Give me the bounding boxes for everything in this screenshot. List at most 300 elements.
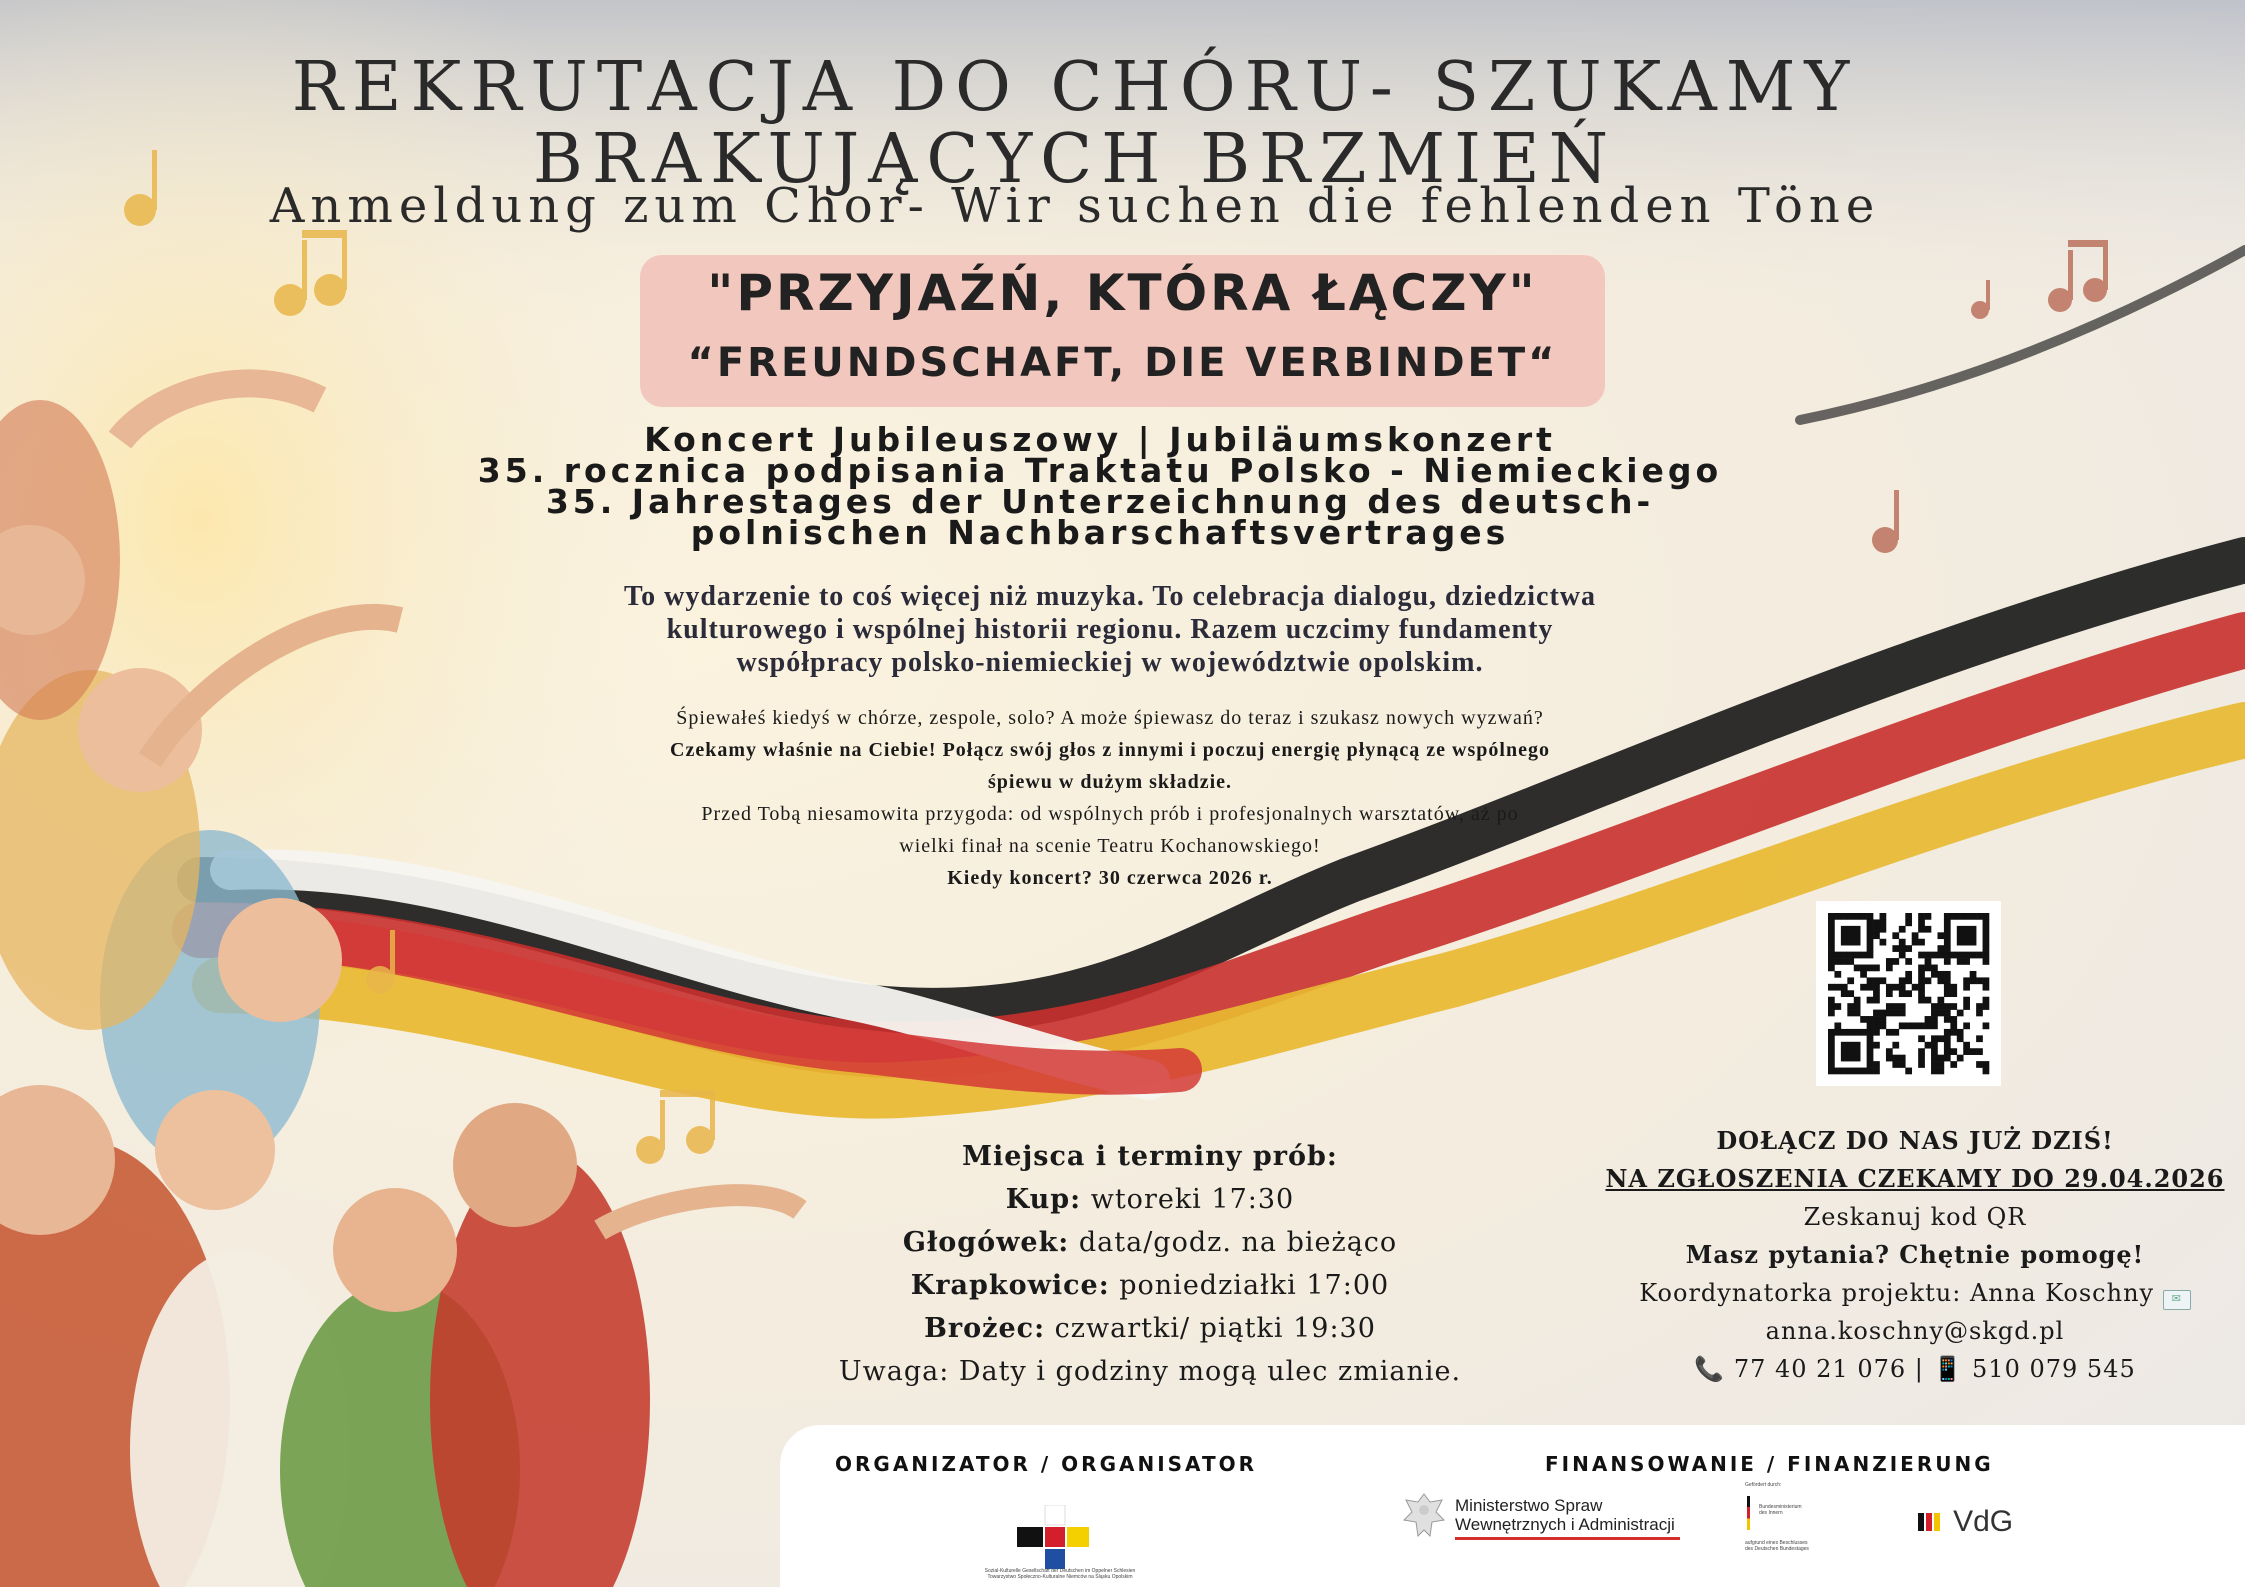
- qr-module: [1983, 1068, 1990, 1075]
- qr-module: [1931, 1055, 1938, 1062]
- qr-module: [1880, 1022, 1887, 1029]
- landline-number[interactable]: 77 40 21 076: [1733, 1355, 1907, 1383]
- qr-module: [1847, 1003, 1854, 1010]
- qr-module: [1983, 926, 1990, 933]
- qr-module: [1828, 913, 1835, 920]
- qr-module: [1841, 1048, 1848, 1055]
- qr-module: [1905, 1068, 1912, 1075]
- bmi-top-text: Gefördert durch:: [1745, 1482, 1782, 1488]
- qr-module: [1867, 952, 1874, 959]
- qr-module: [1963, 913, 1970, 920]
- qr-module: [1873, 919, 1880, 926]
- qr-module: [1983, 977, 1990, 984]
- qr-module: [1937, 977, 1944, 984]
- body-line-4: Przed Tobą niesamowita przygoda: od wspólnych prób i profesjonalnych warsztatów, aż po: [701, 803, 1519, 825]
- qr-module: [1873, 990, 1880, 997]
- qr-module: [1867, 977, 1874, 984]
- concert-date: Kiedy koncert? 30 czerwca 2026 r.: [947, 867, 1273, 889]
- qr-module: [1970, 939, 1977, 946]
- qr-module: [1970, 932, 1977, 939]
- qr-module: [1925, 913, 1932, 920]
- qr-module: [1847, 1055, 1854, 1062]
- qr-module: [1873, 984, 1880, 991]
- qr-module: [1847, 1042, 1854, 1049]
- qr-module: [1918, 997, 1925, 1004]
- qr-module: [1925, 926, 1932, 933]
- qr-module: [1828, 958, 1835, 965]
- qr-module: [1873, 1016, 1880, 1023]
- qr-module: [1931, 1061, 1938, 1068]
- qr-module: [1828, 984, 1835, 991]
- ministry-logo: [1400, 1490, 1680, 1550]
- rehearsal-heading: Miejsca i terminy prób:: [962, 1141, 1338, 1172]
- qr-module: [1854, 1042, 1861, 1049]
- qr-module: [1880, 977, 1887, 984]
- qr-module: [1944, 1055, 1951, 1062]
- bmi-bottom-line-2: des Deutschen Bundestages: [1745, 1546, 1809, 1552]
- qr-module: [1841, 1042, 1848, 1049]
- intro-line-3: współpracy polsko-niemieckiej w województwie opolskim.: [736, 647, 1484, 678]
- qr-module: [1828, 919, 1835, 926]
- funding-heading: FINANSOWANIE / FINANZIERUNG: [1545, 1452, 1994, 1476]
- qr-module: [1860, 1029, 1867, 1036]
- qr-module: [1847, 977, 1854, 984]
- qr-module: [1937, 1068, 1944, 1075]
- qr-module: [1944, 939, 1951, 946]
- qr-module: [1905, 977, 1912, 984]
- qr-module: [1905, 958, 1912, 965]
- qr-module: [1976, 1048, 1983, 1055]
- qr-module: [1976, 1035, 1983, 1042]
- qr-module: [1950, 1029, 1957, 1036]
- qr-module: [1983, 1061, 1990, 1068]
- qr-module: [1937, 1003, 1944, 1010]
- qr-module: [1905, 945, 1912, 952]
- qr-module: [1963, 952, 1970, 959]
- qr-module: [1925, 977, 1932, 984]
- mobile-number[interactable]: 510 079 545: [1972, 1355, 2136, 1383]
- qr-module: [1944, 945, 1951, 952]
- qr-module: [1892, 984, 1899, 991]
- qr-module: [1847, 939, 1854, 946]
- qr-module: [1957, 926, 1964, 933]
- qr-module: [1873, 1042, 1880, 1049]
- qr-module: [1918, 971, 1925, 978]
- qr-module: [1841, 952, 1848, 959]
- qr-module: [1912, 939, 1919, 946]
- qr-module: [1899, 926, 1906, 933]
- qr-module: [1873, 965, 1880, 972]
- motto-polish: "PRZYJAŹŃ, KTÓRA ŁĄCZY": [707, 264, 1538, 322]
- qr-module: [1944, 958, 1951, 965]
- qr-module: [1828, 1010, 1835, 1017]
- qr-module: [1886, 1048, 1893, 1055]
- qr-module: [1841, 984, 1848, 991]
- qr-module: [1867, 1068, 1874, 1075]
- qr-module: [1905, 919, 1912, 926]
- qr-module: [1828, 997, 1835, 1004]
- qr-module: [1970, 926, 1977, 933]
- qr-module: [1828, 952, 1835, 959]
- coordinator-line: [1590, 1274, 2240, 1312]
- qr-module: [1976, 1003, 1983, 1010]
- qr-module: [1944, 932, 1951, 939]
- qr-module: [1944, 913, 1951, 920]
- qr-module: [1886, 1029, 1893, 1036]
- qr-module: [1983, 945, 1990, 952]
- phone-icon: 📞: [1694, 1355, 1726, 1383]
- qr-module: [1834, 1068, 1841, 1075]
- qr-module: [1950, 1016, 1957, 1023]
- qr-module: [1931, 1048, 1938, 1055]
- qr-module: [1937, 932, 1944, 939]
- qr-module: [1944, 1016, 1951, 1023]
- qr-module: [1937, 1055, 1944, 1062]
- qr-module: [1963, 1048, 1970, 1055]
- qr-module: [1957, 1055, 1964, 1062]
- qr-module: [1854, 1048, 1861, 1055]
- qr-module: [1937, 971, 1944, 978]
- qr-module: [1983, 958, 1990, 965]
- qr-module: [1847, 958, 1854, 965]
- motto-german: “FREUNDSCHAFT, DIE VERBINDET“: [687, 340, 1558, 386]
- qr-module: [1828, 926, 1835, 933]
- qr-module: [1925, 1042, 1932, 1049]
- qr-module: [1976, 913, 1983, 920]
- qr-module: [1937, 952, 1944, 959]
- bmi-name: [1759, 1504, 1802, 1516]
- qr-module: [1886, 965, 1893, 972]
- qr-module: [1905, 990, 1912, 997]
- bmi-name-line-1: Bundesministerium: [1759, 1504, 1802, 1510]
- qr-module: [1937, 997, 1944, 1004]
- qr-module: [1847, 1048, 1854, 1055]
- body-line-2: Czekamy właśnie na Ciebie! Połącz swój głos z innymi i poczuj energię płynącą ze wspólnego: [670, 739, 1550, 761]
- qr-module: [1970, 977, 1977, 984]
- qr-code[interactable]: [1816, 901, 2001, 1086]
- rehearsal-item: [800, 1307, 1500, 1350]
- qr-module: [1847, 952, 1854, 959]
- qr-module: [1867, 1022, 1874, 1029]
- qr-module: [1847, 1029, 1854, 1036]
- qr-module: [1841, 932, 1848, 939]
- qr-module: [1925, 965, 1932, 972]
- intro-line-1: To wydarzenie to coś więcej niż muzyka. To celebracja dialogu, dziedzictwa: [624, 581, 1596, 612]
- qr-module: [1899, 990, 1906, 997]
- qr-module: [1828, 939, 1835, 946]
- qr-module: [1950, 952, 1957, 959]
- qr-module: [1950, 1022, 1957, 1029]
- qr-module: [1841, 1029, 1848, 1036]
- qr-module: [1899, 1061, 1906, 1068]
- qr-module: [1957, 1010, 1964, 1017]
- qr-module: [1886, 1010, 1893, 1017]
- qr-module: [1950, 1048, 1957, 1055]
- qr-module: [1847, 990, 1854, 997]
- qr-module: [1880, 926, 1887, 933]
- qr-module: [1918, 1061, 1925, 1068]
- qr-module: [1944, 1003, 1951, 1010]
- main-title-line-1: REKRUTACJA DO CHÓRU- SZUKAMY: [291, 48, 1859, 127]
- qr-module: [1867, 997, 1874, 1004]
- qr-module: [1937, 1061, 1944, 1068]
- qr-module: [1944, 919, 1951, 926]
- qr-module: [1886, 984, 1893, 991]
- qr-module: [1931, 965, 1938, 972]
- qr-module: [1918, 1035, 1925, 1042]
- qr-module: [1828, 1068, 1835, 1075]
- qr-module: [1899, 984, 1906, 991]
- qr-module: [1847, 1068, 1854, 1075]
- qr-module: [1905, 913, 1912, 920]
- organizer-heading: ORGANIZATOR / ORGANISATOR: [835, 1452, 1258, 1476]
- qr-module: [1931, 1016, 1938, 1023]
- questions-text: Masz pytania? Chętnie pomogę!: [1685, 1240, 2145, 1269]
- qr-module: [1841, 913, 1848, 920]
- qr-module: [1983, 939, 1990, 946]
- qr-code-graphic: [1816, 901, 2001, 1086]
- qr-module: [1854, 1010, 1861, 1017]
- subtitle-german: Anmeldung zum Chor- Wir suchen die fehlenden Töne: [269, 178, 1881, 234]
- qr-module: [1880, 1010, 1887, 1017]
- qr-module: [1834, 1003, 1841, 1010]
- qr-module: [1834, 958, 1841, 965]
- qr-module: [1931, 1022, 1938, 1029]
- qr-module: [1963, 932, 1970, 939]
- qr-module: [1963, 1003, 1970, 1010]
- rehearsal-place: Kup:: [1005, 1184, 1082, 1215]
- qr-module: [1925, 1016, 1932, 1023]
- qr-module: [1854, 932, 1861, 939]
- concert-line-3: 35. Jahrestages der Unterzeichnung des deutsch-: [545, 482, 1655, 521]
- qr-module: [1867, 945, 1874, 952]
- qr-module: [1828, 965, 1835, 972]
- qr-module: [1950, 984, 1957, 991]
- qr-module: [1912, 984, 1919, 991]
- organizer-caption: [960, 1568, 1160, 1580]
- intro-paragraph: [560, 580, 1660, 679]
- email-link[interactable]: anna.koschny@skgd.pl: [1765, 1317, 2065, 1345]
- qr-module: [1925, 1022, 1932, 1029]
- bmi-logo: [1745, 1482, 1835, 1562]
- qr-module: [1886, 1055, 1893, 1062]
- qr-module: [1944, 1029, 1951, 1036]
- qr-module: [1957, 939, 1964, 946]
- qr-module: [1918, 965, 1925, 972]
- qr-module: [1860, 965, 1867, 972]
- qr-module: [1912, 932, 1919, 939]
- ministry-line-1: Ministerstwo Spraw: [1455, 1496, 1603, 1515]
- ministry-name: [1455, 1496, 1675, 1534]
- qr-module: [1983, 1022, 1990, 1029]
- qr-module: [1957, 1029, 1964, 1036]
- qr-module: [1905, 1022, 1912, 1029]
- body-line-1: Śpiewałeś kiedyś w chórze, zespole, solo? A może śpiewasz do teraz i szukasz nowych wyzwań?: [676, 707, 1544, 729]
- qr-module: [1937, 1010, 1944, 1017]
- german-flag-stripe-icon: [1747, 1496, 1750, 1530]
- qr-module: [1873, 1061, 1880, 1068]
- qr-module: [1899, 1055, 1906, 1062]
- qr-module: [1931, 1035, 1938, 1042]
- qr-module: [1892, 1010, 1899, 1017]
- qr-module: [1854, 1029, 1861, 1036]
- qr-module: [1976, 1061, 1983, 1068]
- qr-module: [1828, 1055, 1835, 1062]
- qr-module: [1892, 1003, 1899, 1010]
- bmi-name-line-2: des Innern: [1759, 1510, 1783, 1516]
- qr-module: [1970, 913, 1977, 920]
- vdg-mark-icon: [1918, 1509, 1944, 1535]
- qr-module: [1918, 926, 1925, 933]
- qr-module: [1963, 1022, 1970, 1029]
- intro-line-2: kulturowego i wspólnej historii regionu. Razem uczcimy fundamenty: [666, 614, 1554, 645]
- qr-module: [1892, 932, 1899, 939]
- qr-module: [1963, 939, 1970, 946]
- qr-module: [1976, 977, 1983, 984]
- qr-module: [1918, 1022, 1925, 1029]
- qr-module: [1828, 945, 1835, 952]
- qr-module: [1944, 1048, 1951, 1055]
- qr-module: [1983, 1003, 1990, 1010]
- qr-module: [1841, 939, 1848, 946]
- qr-module: [1912, 1022, 1919, 1029]
- qr-module: [1867, 939, 1874, 946]
- qr-module: [1918, 977, 1925, 984]
- phone-separator: |: [1914, 1355, 1924, 1383]
- qr-module: [1867, 1035, 1874, 1042]
- qr-module: [1867, 926, 1874, 933]
- rehearsal-place: Krapkowice:: [910, 1270, 1110, 1301]
- qr-module: [1841, 926, 1848, 933]
- qr-module: [1899, 1003, 1906, 1010]
- qr-module: [1899, 1010, 1906, 1017]
- qr-module: [1873, 1022, 1880, 1029]
- qr-module: [1925, 958, 1932, 965]
- concert-line-4: polnischen Nachbarschaftsvertrages: [690, 513, 1510, 552]
- qr-module: [1841, 958, 1848, 965]
- qr-module: [1867, 1061, 1874, 1068]
- qr-module: [1886, 990, 1893, 997]
- rehearsal-time: data/godz. na bieżąco: [1069, 1227, 1398, 1258]
- envelope-icon: ✉: [2163, 1290, 2191, 1310]
- concert-info: [400, 420, 1800, 552]
- registration-deadline: NA ZGŁOSZENIA CZEKAMY DO 29.04.2026: [1605, 1164, 2225, 1193]
- qr-module: [1957, 958, 1964, 965]
- qr-module: [1873, 932, 1880, 939]
- qr-module: [1854, 997, 1861, 1004]
- rehearsal-item: [800, 1221, 1500, 1264]
- qr-module: [1899, 977, 1906, 984]
- rehearsal-item: [800, 1178, 1500, 1221]
- qr-module: [1854, 939, 1861, 946]
- qr-module: [1828, 1061, 1835, 1068]
- qr-module: [1860, 1016, 1867, 1023]
- qr-module: [1918, 919, 1925, 926]
- body-line-3: śpiewu w dużym składzie.: [987, 771, 1233, 793]
- qr-module: [1867, 1055, 1874, 1062]
- qr-module: [1899, 945, 1906, 952]
- qr-module: [1867, 913, 1874, 920]
- qr-module: [1925, 952, 1932, 959]
- qr-module: [1854, 913, 1861, 920]
- qr-module: [1860, 984, 1867, 991]
- rehearsal-item: [800, 1264, 1500, 1307]
- qr-module: [1854, 1068, 1861, 1075]
- qr-module: [1905, 971, 1912, 978]
- qr-module: [1873, 926, 1880, 933]
- qr-module: [1880, 919, 1887, 926]
- rehearsal-note: Uwaga: Daty i godziny mogą ulec zmianie.: [838, 1356, 1462, 1387]
- qr-module: [1867, 1048, 1874, 1055]
- qr-module: [1828, 1003, 1835, 1010]
- qr-module: [1957, 932, 1964, 939]
- qr-module: [1834, 952, 1841, 959]
- mobile-phone-icon: 📱: [1932, 1355, 1964, 1383]
- qr-module: [1944, 926, 1951, 933]
- qr-module: [1880, 1016, 1887, 1023]
- qr-module: [1957, 952, 1964, 959]
- qr-module: [1944, 990, 1951, 997]
- qr-module: [1854, 926, 1861, 933]
- qr-module: [1963, 958, 1970, 965]
- rehearsal-place: Głogówek:: [902, 1227, 1070, 1258]
- qr-module: [1918, 1048, 1925, 1055]
- vdg-logo: [1918, 1505, 2013, 1541]
- qr-module: [1950, 1003, 1957, 1010]
- bmi-bottom-line-1: aufgrund eines Beschlusses: [1745, 1540, 1808, 1546]
- qr-module: [1944, 984, 1951, 991]
- organizer-caption-line-1: Sozial-Kulturelle Gesellschaft der Deutschen im Oppelner Schlesien: [984, 1568, 1136, 1574]
- qr-module: [1828, 1042, 1835, 1049]
- qr-module: [1983, 997, 1990, 1004]
- qr-module: [1983, 919, 1990, 926]
- qr-module: [1892, 1061, 1899, 1068]
- qr-module: [1873, 997, 1880, 1004]
- main-title: [250, 48, 1900, 199]
- qr-module: [1867, 919, 1874, 926]
- qr-module: [1950, 913, 1957, 920]
- qr-module: [1886, 1003, 1893, 1010]
- qr-module: [1963, 977, 1970, 984]
- qr-module: [1834, 984, 1841, 991]
- body-line-5: wielki finał na scenie Teatru Kochanowskiego!: [899, 835, 1321, 857]
- concert-line-2: 35. rocznica podpisania Traktatu Polsko - Niemieckiego: [477, 451, 1723, 490]
- qr-module: [1834, 913, 1841, 920]
- qr-module: [1931, 952, 1938, 959]
- qr-module: [1944, 971, 1951, 978]
- concert-line-1: Koncert Jubileuszowy | Jubiläumskonzert: [644, 420, 1556, 459]
- polish-eagle-icon: [1400, 1490, 1448, 1544]
- qr-module: [1867, 965, 1874, 972]
- join-heading: DOŁĄCZ DO NAS JUŻ DZIŚ!: [1716, 1126, 2114, 1155]
- qr-module: [1873, 977, 1880, 984]
- qr-module: [1892, 945, 1899, 952]
- qr-module: [1854, 965, 1861, 972]
- qr-module: [1867, 984, 1874, 991]
- qr-module: [1892, 1055, 1899, 1062]
- qr-module: [1860, 913, 1867, 920]
- qr-module: [1854, 952, 1861, 959]
- qr-module: [1918, 1055, 1925, 1062]
- qr-module: [1892, 1042, 1899, 1049]
- qr-module: [1899, 1022, 1906, 1029]
- qr-module: [1892, 1029, 1899, 1036]
- qr-module: [1983, 984, 1990, 991]
- qr-module: [1950, 1061, 1957, 1068]
- qr-module: [1983, 932, 1990, 939]
- qr-module: [1944, 1035, 1951, 1042]
- qr-module: [1828, 1029, 1835, 1036]
